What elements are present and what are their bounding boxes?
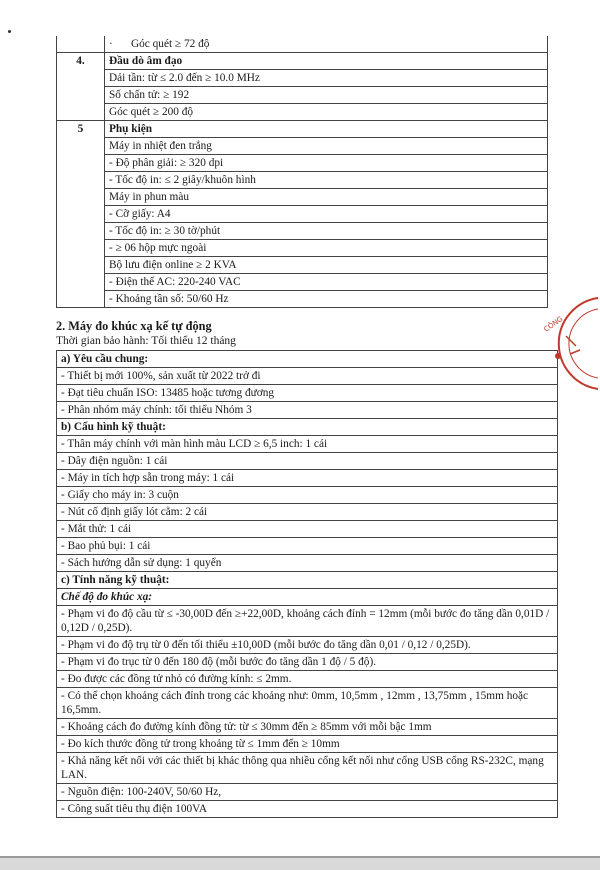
table-cell: - Thân máy chính với màn hình màu LCD ≥ 6,5 inch: 1 cái — [57, 436, 558, 453]
table-cell: - Điện thế AC: 220-240 VAC — [105, 274, 548, 291]
table-row — [57, 274, 548, 291]
section-number: 5 — [57, 121, 105, 308]
table-cell: - Có thể chọn khoảng cách đỉnh trong các khoảng như: 0mm, 10,5mm , 12mm , 13,75mm , 15mm hoặc 16,5mm. — [57, 688, 558, 719]
table-cell: - Đo kích thước đồng tử trong khoảng từ ≤ 1mm đến ≥ 10mm — [57, 736, 558, 753]
table-row — [57, 189, 548, 206]
table-cell: - Độ phân giải: ≥ 320 dpi — [105, 155, 548, 172]
table-row — [57, 521, 558, 538]
table-cell: Số chấn tử: ≥ 192 — [105, 87, 548, 104]
table-row — [57, 138, 548, 155]
table-cell: - Dây điện nguồn: 1 cái — [57, 453, 558, 470]
table-cell: - Đạt tiêu chuẩn ISO: 13485 hoặc tương đương — [57, 385, 558, 402]
table-cell: - ≥ 06 hộp mực ngoài — [105, 240, 548, 257]
table-row — [57, 688, 558, 719]
bullet-space: · — [109, 38, 113, 50]
table-cell: - Tốc độ in: ≥ 30 tờ/phút — [105, 223, 548, 240]
table-row — [57, 385, 558, 402]
table-row — [57, 784, 558, 801]
refractometer-spec-table — [56, 350, 558, 818]
table-row — [57, 589, 558, 606]
table-cell: - Khoảng cách đo đường kính đồng tử: từ ≤ 30mm đến ≥ 85mm với mỗi bậc 1mm — [57, 719, 558, 736]
table-cell: Máy in phun màu — [105, 189, 548, 206]
table-row — [57, 637, 558, 654]
table-row — [57, 719, 558, 736]
table-cell: - Sách hướng dẫn sử dụng: 1 quyển — [57, 555, 558, 572]
table-row — [57, 555, 558, 572]
table-row — [57, 419, 558, 436]
table-cell: Máy in nhiệt đen trắng — [105, 138, 548, 155]
table-cell: - Khả năng kết nối với các thiết bị khác thông qua nhiều cổng kết nối như cổng USB cổng RS-232C, mạng LAN. — [57, 753, 558, 784]
section-title: Phụ kiện — [105, 121, 548, 138]
svg-text:CÔNG: CÔNG — [542, 315, 565, 334]
table-cell: - Công suất tiêu thụ điện 100VA — [57, 801, 558, 818]
table-row — [57, 801, 558, 818]
table-row — [57, 36, 548, 53]
table-row — [57, 436, 558, 453]
table-cell: - Cỡ giấy: A4 — [105, 206, 548, 223]
subsection-title: c) Tính năng kỹ thuật: — [57, 572, 558, 589]
table-row — [57, 504, 558, 521]
table-cell: Bộ lưu điện online ≥ 2 KVA — [105, 257, 548, 274]
table-cell: - Nút cố định giấy lót cằm: 2 cái — [57, 504, 558, 521]
table-cell: - Thiết bị mới 100%, sản xuất từ 2022 trở đi — [57, 368, 558, 385]
table-cell: - Phạm vi đo độ trụ từ 0 đến tối thiểu ±10,00D (mỗi bước đo tăng dần 0,01 / 0,12 / 0,25D). — [57, 637, 558, 654]
table-cell: - Phạm vi đo độ cầu từ ≤ -30,00D đến ≥+22,00D, khoảng cách đỉnh = 12mm (mỗi bước đo tăng dần 0,01D / 0,12D / 0,25D). — [57, 606, 558, 637]
table-row — [57, 172, 548, 189]
section-2-title: 2. Máy đo khúc xạ kế tự động — [56, 319, 212, 333]
table-row — [57, 487, 558, 504]
table-cell: - Tốc độ in: ≤ 2 giây/khuôn hình — [105, 172, 548, 189]
table-cell: - Nguồn điện: 100-240V, 50/60 Hz, — [57, 784, 558, 801]
table-row — [57, 538, 558, 555]
table-row — [57, 53, 548, 70]
table-row — [57, 368, 558, 385]
table-row — [57, 453, 558, 470]
mode-title: Chế độ đo khúc xạ: — [57, 589, 558, 606]
table-row — [57, 351, 558, 368]
table-row — [57, 155, 548, 172]
table-row — [57, 470, 558, 487]
table-cell: - Phân nhóm máy chính: tối thiểu Nhóm 3 — [57, 402, 558, 419]
table-row — [57, 257, 548, 274]
table-row — [57, 291, 548, 308]
table-row — [57, 736, 558, 753]
subsection-title: a) Yêu cầu chung: — [57, 351, 558, 368]
table-row — [57, 121, 548, 138]
table-row — [57, 206, 548, 223]
table-cell: - Mắt thử: 1 cái — [57, 521, 558, 538]
subsection-title: b) Cấu hình kỹ thuật: — [57, 419, 558, 436]
scan-bottom-band — [0, 858, 600, 870]
cell-text: Góc quét ≥ 72 độ — [131, 38, 210, 50]
table-row — [57, 606, 558, 637]
row-number-cell — [57, 36, 105, 53]
table-cell: Góc quét ≥ 200 độ — [105, 104, 548, 121]
spec-table-continued — [56, 36, 548, 308]
table-row — [57, 671, 558, 688]
table-row — [57, 654, 558, 671]
section-2-header — [56, 319, 236, 348]
table-row — [57, 402, 558, 419]
table-row — [57, 753, 558, 784]
table-cell: - Đo được các đồng tử nhỏ có đường kính: ≤ 2mm. — [57, 671, 558, 688]
table-cell: - Khoảng tần số: 50/60 Hz — [105, 291, 548, 308]
stamp-seal-icon — [536, 296, 598, 391]
scan-speck — [8, 30, 11, 33]
table-row — [57, 70, 548, 87]
warranty-line: Thời gian bảo hành: Tối thiểu 12 tháng — [56, 335, 236, 347]
table-row — [57, 104, 548, 121]
section-number: 4. — [57, 53, 105, 121]
table-cell: - Giấy cho máy in: 3 cuộn — [57, 487, 558, 504]
table-row — [57, 572, 558, 589]
table-row — [57, 223, 548, 240]
table-cell: - Máy in tích hợp sẵn trong máy: 1 cái — [57, 470, 558, 487]
table-row — [57, 87, 548, 104]
table-cell: - Phạm vi đo trục từ 0 đến 180 độ (mỗi bước đo tăng dần 1 độ / 5 độ). — [57, 654, 558, 671]
table-cell: Dải tần: từ ≤ 2.0 đến ≥ 10.0 MHz — [105, 70, 548, 87]
table-row — [57, 240, 548, 257]
section-title: Đầu dò âm đạo — [105, 53, 548, 70]
table-cell — [105, 36, 548, 53]
table-cell: - Bao phủ bụi: 1 cái — [57, 538, 558, 555]
